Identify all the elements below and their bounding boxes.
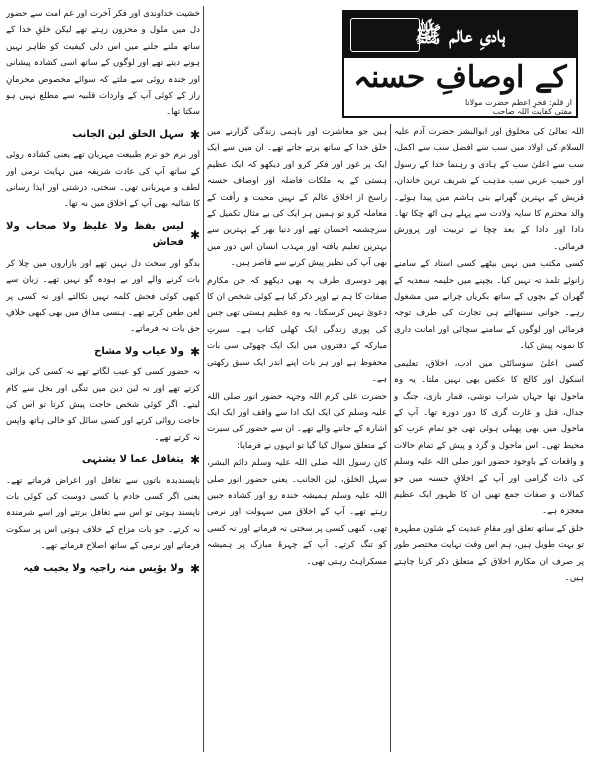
paragraph: کسی اعلیٰ سوسائٹی میں ادب، اخلاق، تعلیمی اسکول اور کالج کا عکس بھی نہیں ملتا۔ یہ وہ ماحول تھا جہاں شراب نوشی، قمار بازی، جنگ و جدال، قتل و غارت گری کا دور دورہ تھا۔ آپ کے ماحول میں بھی پھیلی ہوئی تھی جو تمام عرب کو محیط تھی۔ اس ماحول و گرد و پیش کے تمام حالات و واقعات کے باوجود حضور انور صلی اللہ علیہ وسلم کی ذات گرامی اور آپ کے اخلاقِ حسنہ میں جو کمالات و صفات جمع تھیں ان کا ظہور ایک عظیم معجزہ ہے۔ — [394, 358, 584, 517]
article-masthead — [342, 10, 578, 118]
column-right — [394, 124, 584, 752]
paragraph: بدگو اور سخت دل نہیں تھے اور بازاروں میں چلا کر بات کرنے والے اور بے ہودہ گو نہیں تھے۔ زبان سے کبھی کوئی فحش کلمہ نہیں نکالتے اور نہ کسی پر لعن طعن کرتے تھے۔ ہنسی مذاق میں بھی کبھی خلافِ حق بات نہ فرماتے۔ — [6, 258, 200, 335]
paragraph: حضرت علی کرم اللہ وجہہ حضور انور صلی اللہ علیہ وسلم کی ایک ایک ادا سے واقف اور ایک ایک اشارہ کے جاننے والے تھے۔ ان سے حضور کی سیرت کے متعلق سوال کیا گیا تو انہوں نے فرمایا: — [207, 391, 387, 451]
section-heading — [6, 344, 200, 360]
section-heading — [6, 452, 200, 468]
column-divider — [203, 6, 204, 752]
star-icon: ✱ — [189, 344, 200, 359]
section-heading — [6, 219, 200, 252]
paragraph: خلق کے ساتھ تعلق اور مقامِ عبدیت کے شئون مطہرہ تو بہت طویل ہیں، ہم اس وقت نہایت مختصر طور پر صرف ان مکارم اخلاق کے متعلق ذکر کرنا چاہتے ہیں۔ — [394, 523, 584, 583]
paragraph: ہیں جو معاشرت اور باہمی زندگی گزارنے میں خلق خدا کے ساتھ برتے جاتے تھے۔ ان میں سے ایک ایک پر غور اور فکر کرو اور دیکھو کہ ایک عظیم ہستی کے یہ ملکات فاضلہ اور اوصاف حسنہ راسخ از اخلاق عالم کے نہیں محبت و رأفت کے معاملہ کرو تو ہمیں ہر ایک کی بے مثال تکمیل کے سرچشمہ احسان تھے اور دنیا بھر کے بہترین سے بہترین تعلیم یافتہ اور مہذب انسان اس دور میں بھی آپ کی نظیر پیش کرنے سے قاصر ہیں۔ — [207, 127, 387, 269]
masthead-top-line: ہادیِ عالم ﷺ — [344, 12, 576, 58]
paragraph: خشیت خداوندی اور فکر آخرت اور غم امت سے حضور دل میں ملول و محزون رہتے تھے لیکن خلقِ خدا کے ساتھ ملنے جلنے میں اس دلی کیفیت کو ظاہر نہیں ہونے دیتے تھے اور لوگوں کے ساتھ اسی کشادہ پیشانی اور خندہ روئی سے ملتے کہ سوائے مخصوص محرمانِ راز کے کوئی آپ کے واردات قلبیہ سے مطلع نہیں ہو سکتا تھا۔ — [6, 9, 200, 118]
author-line-1: از قلم: فخرِ اعظم حضرت مولانا — [464, 98, 572, 107]
paragraph: نہ حضور کسی کو عیب لگاتے تھے نہ کسی کی برائی کرتے تھے اور نہ لین دین میں تنگی اور بخل سے کام لیتے۔ اگر کوئی شخص حاجت پیش کرتا تو اس کی حاجت روائی کرتے اور کسی سائل کو خالی ہاتھ واپس نہ کرتے تھے۔ — [6, 367, 200, 443]
section-heading — [6, 561, 200, 577]
paragraph: کسی مکتب میں نہیں بیٹھے کسی استاد کے سامنے زانوئے تلمذ تہ نہیں کیا۔ بچپنے میں حلیمہ سعدیہ کے گھران کے بچوں کے ساتھ بکریاں چرانے میں مشغول رہے۔ جوانی سنبھالتے ہی تجارت کی طرف توجہ فرمائی اور لوگوں کے سامنے سچائی اور امانت داری کا نمونہ پیش کیا۔ — [394, 259, 584, 352]
column-divider — [390, 124, 391, 752]
newspaper-page — [6, 6, 584, 752]
article-title: کے اوصافِ حسنہ — [353, 60, 567, 95]
section-heading-text: لیس بفظ ولا غلیظ ولا صخاب ولا فحاش — [6, 220, 184, 249]
star-icon: ✱ — [189, 453, 200, 468]
star-icon: ✱ — [189, 127, 200, 142]
paragraph: اللہ تعالیٰ کی مخلوق اور ابوالبشر حضرت آدم علیہ السلام کی اولاد میں سب سے افضل سب سے اکمل، سب سے اعلیٰ سب کے ہادی و رہنما خدا کے رسول اور حبیب عربی سب مذہب کے شریف ترین خاندان، قریش کے بہترین گھرانے بنی ہاشم میں پیدا ہوئے۔ والد محترم کا سایہ ولادت سے پہلے ہی اٹھ چکا تھا۔ دادا اور دادا کے بعد چچا نے تربیت اور پرورش فرمائی۔ — [394, 127, 584, 252]
section-heading-text: ولا عیاب ولا مشاح — [94, 345, 184, 357]
author-credit — [422, 98, 572, 116]
ornament-frame-icon — [350, 18, 420, 52]
section-heading-text: سہل الخلق لین الجانب — [72, 128, 184, 140]
section-heading-text: ولا یؤیس منہ راجیہ ولا یخیب فیہ — [23, 562, 184, 574]
column-middle — [207, 124, 387, 752]
star-icon: ✱ — [189, 228, 200, 243]
column-left — [6, 6, 200, 752]
author-line-2: مفتی کفایت اللہ صاحب — [492, 107, 572, 116]
paragraph: اور نرم خو نرم طبیعت مہربان تھے یعنی کشادہ روئی کے ساتھ آپ کی عادت شریفہ میں نہایت نرمی اور لطف و مہربانی تھی۔ سختی، درشتی اور ایذا رسانی کا شائبہ بھی آپ کے اخلاق میں نہ تھا۔ — [6, 150, 200, 210]
star-icon: ✱ — [189, 561, 200, 576]
paragraph: کان رسول اللہ صلی اللہ علیہ وسلم دائم البشر، سہل الخلق، لین الجانب۔ یعنی حضور انور صلی اللہ علیہ وسلم ہمیشہ خندہ رو اور کشادہ جبیں رہتے تھے۔ آپ کے اخلاق میں سہولت اور نرمی تھی۔ کبھی کسی پر سختی نہ فرماتے اور نہ کسی کو تنگ کرتے۔ آپ کے چہرۂ مبارک پر ہمیشہ مسکراہٹ رہتی تھی۔ — [207, 458, 387, 567]
section-heading-text: یتغافل عما لا یشتہی — [82, 454, 184, 466]
paragraph: ناپسندیدہ باتوں سے تغافل اور اعراض فرماتے تھے۔ یعنی اگر کسی خادم یا کسی دوست کی کوئی بات ناپسند ہوتی تو اس سے تغافل برتتے اور اسے شرمندہ نہ کرتے۔ جو بات مزاج کے خلاف ہوتی اس پر سکوت فرماتے اور نرمی کے ساتھ اصلاح فرماتے تھے۔ — [6, 475, 200, 552]
paragraph: پھر دوسری طرف یہ بھی دیکھو کہ جن مکارم صفات کا ہم نے اوپر ذکر کیا ہے کوئی شخص ان کا دعویٰ نہیں کرسکتا۔ یہ وہ عظیم ہستی تھی جس کی پوری زندگی ایک کھلی کتاب ہے۔ سیرتِ مبارکہ کے دفتروں میں ایک ایک چھوٹی سی بات محفوظ ہے اور ہر بات اپنے اندر ایک سبق رکھتی ہے۔ — [207, 275, 387, 385]
section-heading — [6, 127, 200, 143]
